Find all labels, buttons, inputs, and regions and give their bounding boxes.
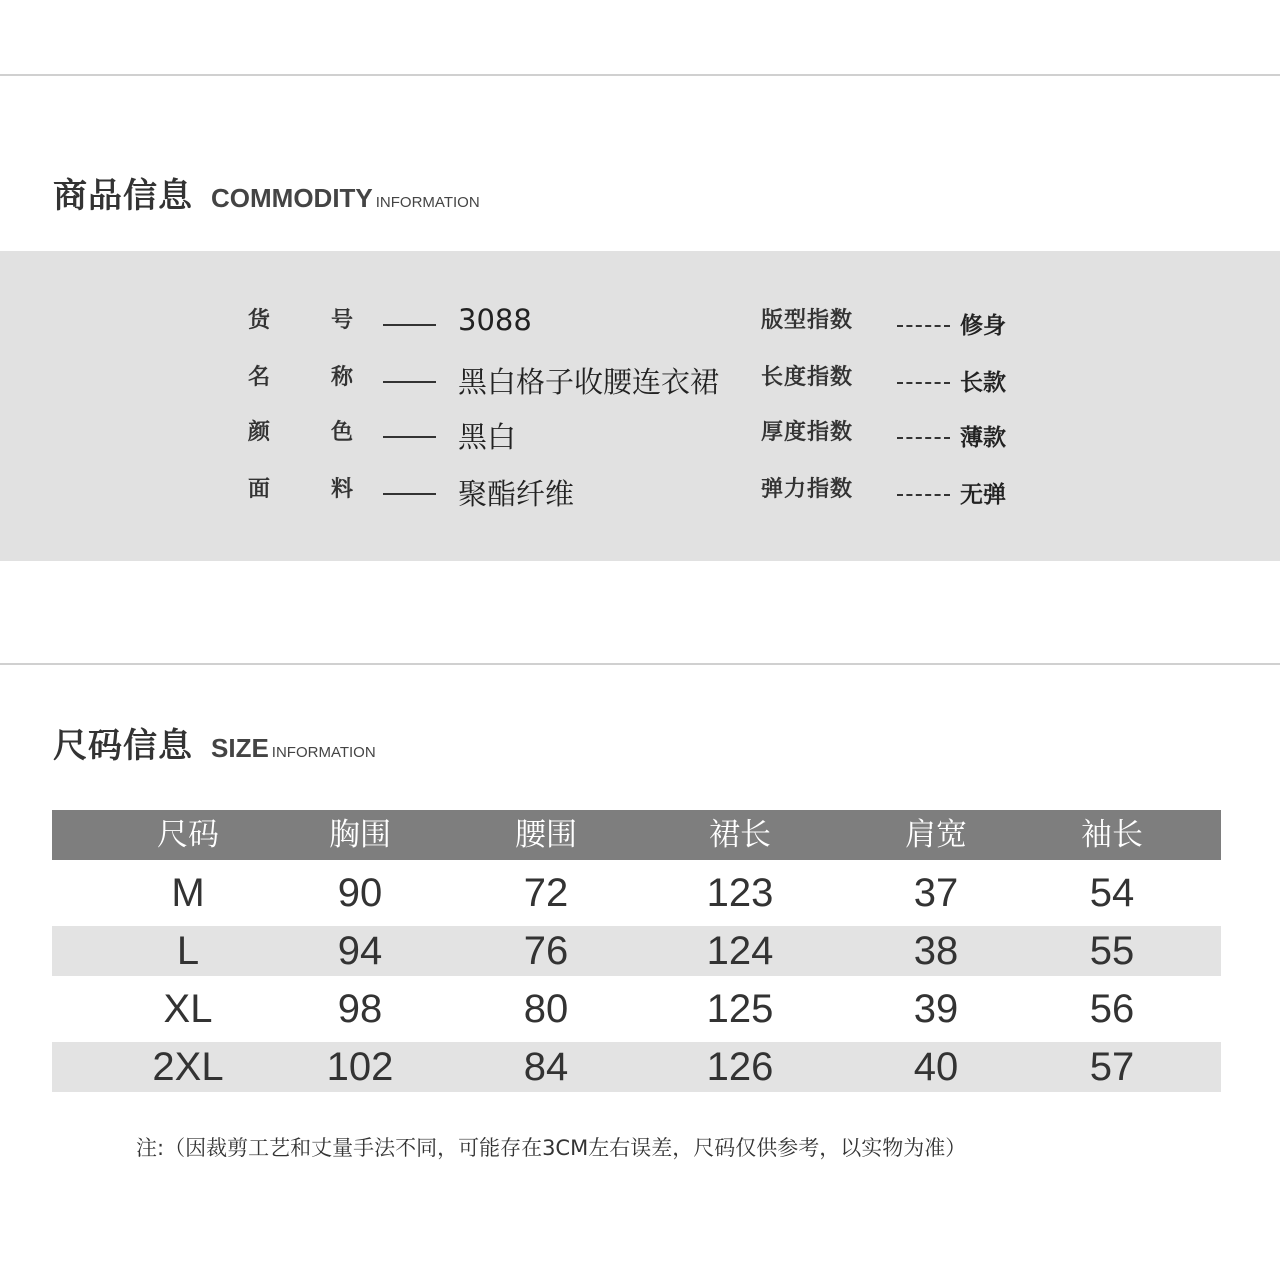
- info-label-char-1: 名: [248, 365, 271, 390]
- info-value: 聚酯纤维: [458, 477, 575, 511]
- cell-dress-length: 123: [706, 871, 774, 915]
- cell-size: M: [171, 871, 205, 915]
- cell-shoulder: 39: [913, 987, 959, 1031]
- table-row: [52, 868, 1221, 918]
- cell-waist: 72: [523, 871, 569, 915]
- table-row: [52, 1042, 1221, 1092]
- cell-size: 2XL: [152, 1045, 224, 1089]
- index-dash: [897, 382, 950, 384]
- cell-sleeve: 55: [1089, 929, 1135, 973]
- cell-waist: 84: [523, 1045, 569, 1089]
- info-dash: [383, 493, 436, 495]
- cell-bust: 90: [337, 871, 383, 915]
- cell-dress-length: 124: [706, 929, 774, 973]
- cell-bust: 102: [326, 1045, 394, 1089]
- cell-dress-length: 125: [706, 987, 774, 1031]
- index-label: 版型指数: [761, 308, 854, 333]
- info-row-item-number: [0, 303, 1280, 343]
- header-dress-length: 裙长: [709, 817, 771, 853]
- cell-size: XL: [163, 987, 213, 1031]
- index-value: 无弹: [960, 482, 1006, 508]
- info-row-color: [0, 415, 1280, 455]
- info-dash: [383, 324, 436, 326]
- commodity-title-cn: 商品信息: [53, 176, 193, 216]
- index-value: 长款: [960, 370, 1006, 396]
- header-sleeve: 袖长: [1081, 817, 1143, 853]
- info-dash: [383, 436, 436, 438]
- index-value: 修身: [960, 313, 1006, 339]
- header-shoulder: 肩宽: [905, 817, 967, 853]
- size-table: [52, 810, 1221, 1092]
- header-waist: 腰围: [515, 817, 577, 853]
- middle-divider: [0, 663, 1280, 665]
- cell-shoulder: 40: [913, 1045, 959, 1089]
- info-value: 3088: [458, 303, 532, 337]
- index-label: 厚度指数: [761, 420, 854, 445]
- index-value: 薄款: [960, 425, 1006, 451]
- info-label-char-1: 面: [248, 477, 271, 502]
- commodity-section-title: [53, 168, 480, 217]
- table-row: [52, 926, 1221, 976]
- info-row-name: [0, 360, 1280, 400]
- header-size: 尺码: [157, 817, 219, 853]
- info-value: 黑白格子收腰连衣裙: [458, 365, 720, 399]
- size-title-en: SIZE: [211, 733, 269, 763]
- info-value: 黑白: [458, 420, 517, 454]
- cell-sleeve: 56: [1089, 987, 1135, 1031]
- cell-waist: 76: [523, 929, 569, 973]
- commodity-title-en: COMMODITY: [211, 183, 373, 213]
- size-title-cn: 尺码信息: [53, 726, 193, 766]
- cell-bust: 98: [337, 987, 383, 1031]
- info-label-char-2: 称: [331, 365, 354, 390]
- info-label-char-2: 色: [331, 420, 354, 445]
- cell-size: L: [176, 929, 200, 973]
- cell-shoulder: 37: [913, 871, 959, 915]
- top-divider: [0, 74, 1280, 76]
- table-row: [52, 984, 1221, 1034]
- info-label-char-1: 货: [248, 308, 271, 333]
- cell-waist: 80: [523, 987, 569, 1031]
- measurement-note: 注:（因裁剪工艺和丈量手法不同，可能存在3CM左右误差，尺码仅供参考，以实物为准）: [136, 1136, 967, 1160]
- commodity-info-panel: [0, 251, 1280, 561]
- cell-sleeve: 54: [1089, 871, 1135, 915]
- size-title-en-small: INFORMATION: [271, 744, 376, 761]
- cell-bust: 94: [337, 929, 383, 973]
- info-label-char-2: 号: [331, 308, 354, 333]
- index-dash: [897, 437, 950, 439]
- cell-dress-length: 126: [706, 1045, 774, 1089]
- size-table-header: [52, 810, 1221, 860]
- size-section-title: [53, 718, 376, 767]
- commodity-title-en-small: INFORMATION: [375, 194, 480, 211]
- cell-shoulder: 38: [913, 929, 959, 973]
- info-label-char-2: 料: [331, 477, 354, 502]
- info-dash: [383, 381, 436, 383]
- info-label-char-1: 颜: [248, 420, 271, 445]
- cell-sleeve: 57: [1089, 1045, 1135, 1089]
- index-dash: [897, 325, 950, 327]
- info-row-fabric: [0, 472, 1280, 512]
- index-label: 长度指数: [761, 365, 854, 390]
- index-label: 弹力指数: [761, 477, 854, 502]
- header-bust: 胸围: [329, 817, 391, 853]
- index-dash: [897, 494, 950, 496]
